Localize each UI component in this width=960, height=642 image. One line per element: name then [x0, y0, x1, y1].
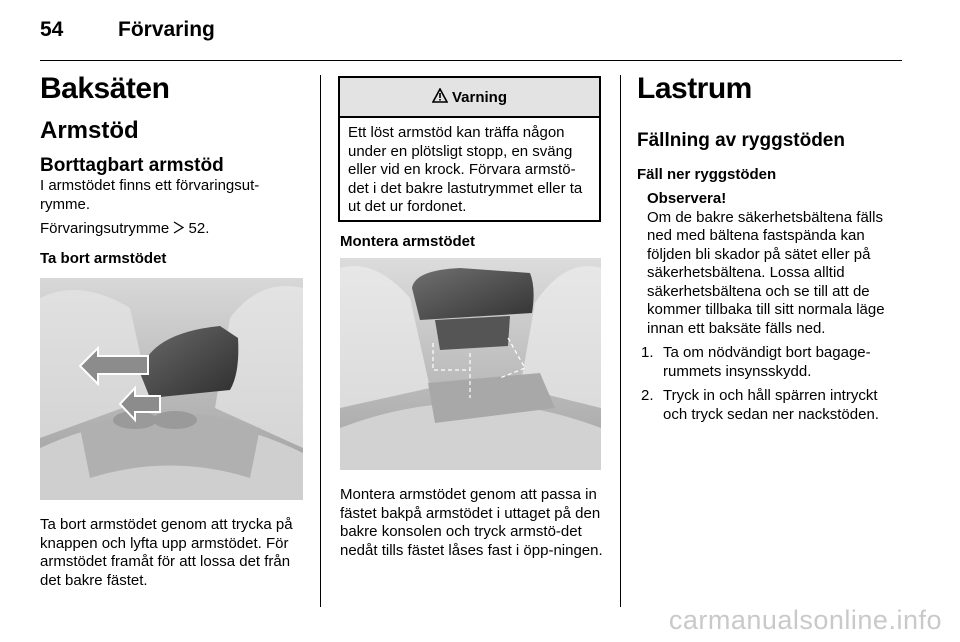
heading-lastrum: Lastrum	[637, 72, 752, 105]
heading-borttagbart-armstod: Borttagbart armstöd	[40, 155, 224, 176]
heading-armstod: Armstöd	[40, 117, 139, 144]
caption-remove-armrest: Ta bort armstödet genom att trycka på knappen och lyfta upp armstödet. För armstödet framåt för att lossa det från det bakre fästet.	[40, 516, 293, 589]
illustration-remove-armrest	[40, 278, 303, 500]
caption-install-armrest: Montera armstödet genom att passa in fästet bakpå armstödet i uttaget på den bakre konsolen och tryck armstö-det nedåt tills fästet låses fast i öpp-ningen.	[340, 486, 603, 559]
storage-reference-label: Förvaringsutrymme	[40, 220, 170, 237]
page-number: 54	[40, 18, 64, 41]
steps-list	[641, 344, 903, 430]
illustration-install-armrest	[340, 258, 601, 470]
list-item	[641, 344, 903, 381]
header-divider	[40, 60, 902, 61]
note-block	[647, 190, 905, 338]
warning-box	[338, 76, 601, 222]
heading-baksaten: Baksäten	[40, 72, 170, 105]
page-section-title: Förvaring	[118, 18, 215, 41]
watermark: carmanualsonline.info	[668, 605, 942, 635]
page-reference-arrow-icon[interactable]	[173, 221, 184, 240]
column-divider-2	[620, 75, 621, 607]
list-item	[641, 387, 903, 424]
step-text: Ta om nödvändigt bort bagage-rummets insynsskydd.	[663, 344, 871, 380]
step-number: 1.	[641, 344, 654, 361]
warning-header	[340, 78, 599, 118]
storage-reference-page[interactable]: 52.	[188, 220, 210, 237]
note-text: Om de bakre säkerhetsbältena fälls ned med bältena fastspända kan följden bli skador på sätet eller på säkerhetsbältena. Lossa alltid säkerhetsbältena och se till att de kommer tillbaka till sitt normala läge innan ett baksäte fälls ned.	[647, 208, 885, 337]
heading-montera-armstodet: Montera armstödet	[340, 233, 476, 250]
heading-ta-bort-armstodet: Ta bort armstödet	[40, 250, 167, 267]
note-title: Observera!	[647, 190, 727, 207]
step-text: Tryck in och håll spärren intryckt och tryck sedan ner nackstöden.	[663, 387, 879, 423]
paragraph-storage: I armstödet finns ett förvaringsut-rymme.	[40, 177, 260, 213]
column-divider-1	[320, 75, 321, 607]
warning-title: Varning	[451, 88, 507, 106]
warning-text: Ett löst armstöd kan träffa någon under en plötsligt stopp, en sväng eller vid en krock. Förvara armstö-det i det bakre lastutrymmet eller ta ut det ur fordonet.	[348, 124, 583, 215]
step-number: 2.	[641, 387, 654, 404]
storage-reference	[40, 220, 310, 240]
heading-fallning-av-ryggstoden: Fällning av ryggstöden	[637, 130, 845, 151]
warning-triangle-icon	[432, 88, 448, 107]
heading-fall-ner-ryggstoden: Fäll ner ryggstöden	[637, 166, 777, 183]
